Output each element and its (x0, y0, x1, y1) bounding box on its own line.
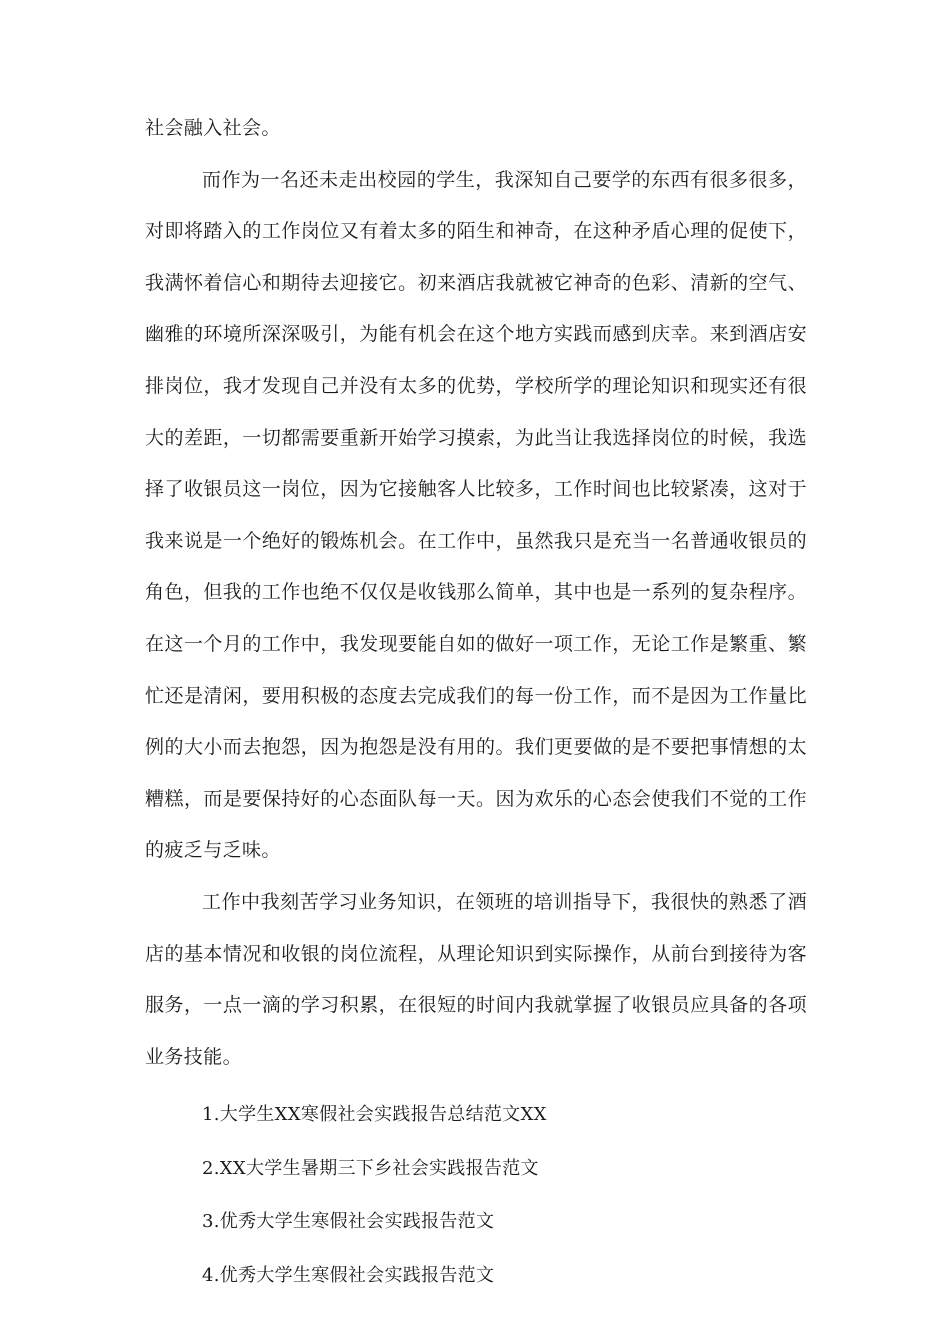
paragraph-continuation: 社会融入社会。 (145, 117, 281, 139)
related-article-link[interactable]: 2.XX大学生暑期三下乡社会实践报告范文 (202, 1157, 539, 1179)
related-article-link[interactable]: 3.优秀大学生寒假社会实践报告范文 (202, 1211, 495, 1233)
document-page (145, 103, 807, 1302)
paragraph-internship-experience: 而作为一名还未走出校园的学生，我深知自己要学的东西有很多很多，对即将踏入的工作岗位又有着太多的陌生和神奇，在这种矛盾心理的促使下，我满怀着信心和期待去迎接它。初来酒店我就被它神奇的色彩、清新的空气、幽雅的环境所深深吸引，为能有机会在这个地方实践而感到庆幸。来到酒店安排岗位，我才发现自己并没有太多的优势，学校所学的理论知识和现实还有很大的差距，一切都需要重新开始学习摸索，为此当让我选择岗位的时候，我选择了收银员这一岗位，因为它接触客人比较多，工作时间也比较紧凑，这对于我来说是一个绝好的锻炼机会。在工作中，虽然我只是充当一名普通收银员的角色，但我的工作也绝不仅仅是收钱那么简单，其中也是一系列的复杂程序。在这一个月的工作中，我发现要能自如的做好一项工作，无论工作是繁重、繁忙还是清闲，要用积极的态度去完成我们的每一份工作，而不是因为工作量比例的大小而去抱怨，因为抱怨是没有用的。我们更要做的是不要把事情想的太糟糕，而是要保持好的心态面队每一天。因为欢乐的心态会使我们不觉的工作的疲乏与乏味。 (145, 168, 807, 862)
related-articles-list (145, 1088, 807, 1302)
related-article-link[interactable]: 4.优秀大学生寒假社会实践报告范文 (202, 1264, 495, 1286)
related-article-link[interactable]: 1.大学生XX寒假社会实践报告总结范文XX (202, 1104, 547, 1126)
paragraph-skills-learning: 工作中我刻苦学习业务知识，在领班的培训指导下，我很快的熟悉了酒店的基本情况和收银的岗位流程，从理论知识到实际操作，从前台到接待为客服务，一点一滴的学习积累，在很短的时间内我就掌握了收银员应具备的各项业务技能。 (145, 890, 807, 1068)
